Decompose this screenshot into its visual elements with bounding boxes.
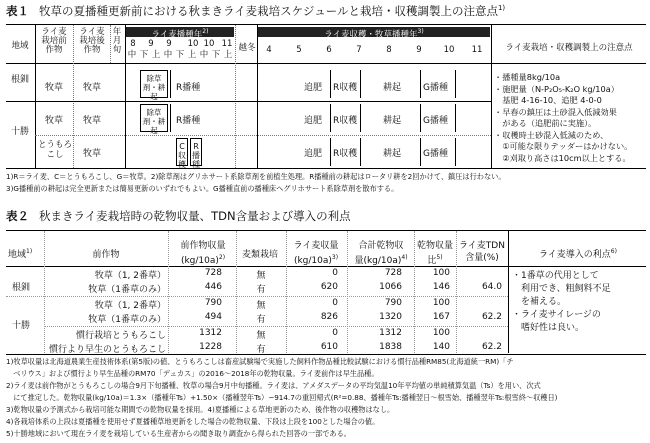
t2-footnote: 4)各栽培体系の上段は夏播種を使用せず夏播種草地更新をした場合の乾物収量、下段は上段を100とした場合の値。: [6, 417, 380, 426]
t2-region-sup: 1): [26, 248, 33, 255]
t2-rye-yield-l2: (kg/10a): [293, 256, 332, 266]
t1-month-sow: 9: [148, 39, 154, 49]
t1-month-sow: 9: [166, 39, 172, 49]
t2-merit: を補える。: [512, 297, 567, 307]
t2-rye-cell: 0: [332, 268, 338, 278]
t1-dekads-sow: [126, 51, 234, 61]
t1-months-harvest: [258, 46, 490, 56]
t2-ratio-sup: 5): [436, 254, 443, 261]
t2-crop-cell: 牧草（1, 2番草）: [94, 271, 166, 281]
t2-footnote: 2)ライ麦は前作物がとうもろこしの場合9月下旬播種、牧草の場合9月中旬播種。ライ麦は、アメダスデータの平均気温10年平均値の単純積算気温（Ts）を用い、次式: [6, 381, 541, 390]
t2-pre-cell: 728: [204, 268, 222, 278]
t1-dekad: 下: [211, 50, 221, 60]
t1-note: ・早春の鎮圧は土砂混入低減効果: [494, 106, 617, 117]
t2-pre-cell: 790: [204, 298, 222, 308]
t1-month-sow: 10: [187, 39, 199, 49]
t2-total-l1: 合計乾物収: [358, 241, 404, 251]
t2-rye-cell: 826: [320, 312, 338, 322]
t2-ratio-header: [414, 240, 456, 267]
t1-dekad: 中: [163, 50, 173, 60]
t1-month-harvest: 11: [471, 45, 483, 55]
t2-weed-cell: 無: [256, 271, 266, 281]
t2-footnote: 1)牧草収量は北海道農業生産技術体系(第5版)の値、とうもろこしは畜産試験場で実施した飼料作物品種比較試験における慣行品種RM85(北海道統一RM)「チ: [6, 357, 514, 366]
t2-footnote: 5)十勝地域において現在ライ麦を栽培している生産者からの聞き取り調査から得られた回答の一部である。: [6, 429, 351, 438]
t2-rye-cell: 0: [332, 298, 338, 308]
t1-row3-sowing: R播種: [190, 138, 202, 166]
table-row: [6, 328, 508, 342]
t1-dekad: 中: [127, 50, 137, 60]
t1-row3-harvest: R収穫: [333, 149, 358, 159]
t2-weed-cell: 無: [256, 301, 266, 311]
t1-preceding-header: [36, 28, 72, 55]
t2-rye-cell: 610: [320, 342, 338, 352]
t2-rye-yield-l1: ライ麦収量: [293, 241, 339, 251]
t1-month-sow: 10: [203, 39, 215, 49]
t2-merit-label: ライ麦導入の利点: [539, 250, 611, 260]
t2-ratio-cell: 146: [432, 282, 450, 292]
t2-crop-cell: 慣行より早生のとうもろこし: [48, 345, 166, 355]
t1-row3-grass-sowing: G播種: [423, 149, 448, 159]
t1-row2-topdress: 追肥: [304, 116, 323, 126]
t1-dekad: 中: [199, 50, 209, 60]
t2-weed-cell: 有: [256, 285, 266, 295]
t1-row1-preceding: 牧草: [44, 83, 63, 93]
t2-merit-header: [510, 247, 646, 260]
t1-row1-topdress: 追肥: [304, 83, 323, 93]
t2-ratio-cell: 140: [432, 342, 450, 352]
t1-rye-sowing-year: [126, 27, 234, 40]
t1-row2-preceding: 牧草: [44, 116, 63, 126]
t1-month-harvest: 7: [356, 45, 362, 55]
t2-footnote: にて推定した。乾物収量(kg/10a)＝1.3×（播種年Ts）+1.50×（播種翌年Ts）−914.7の重回帰式(R²=0.88、播種年Ts:播種翌日～根雪始、播種翌年Ts:根雪終～収穫日): [6, 393, 558, 402]
t1-label-dekad: 旬: [112, 45, 122, 55]
t1-rye-harvest-year: [258, 27, 490, 40]
table1-title: 牧草の夏播種更新前における秋まきライ麦栽培スケジュールと栽培・収穫調製上の注意点: [39, 4, 498, 18]
t1-footnote-1: 1)R＝ライ麦、C＝とうもろこし、G＝牧草。2)除草剤はグリホサート系除草剤を前植生処理。R播種前の耕起はロータリ耕を2回かけて、鎮圧は行わない。: [6, 172, 506, 181]
t1-row2-herbicide: 除草剤・耕起: [140, 104, 168, 132]
t1-row3-following: 牧草: [82, 149, 101, 159]
t1-row2-tillage: 耕起: [383, 116, 402, 126]
t2-tdn-l1: ライ麦TDN: [459, 241, 505, 251]
t1-region-header: 地域: [11, 41, 29, 51]
t2-region-cell: 十勝: [12, 321, 31, 331]
t2-ratio-cell: 100: [432, 328, 450, 338]
t2-pre-yield-l1: 前作物収量: [180, 241, 226, 251]
t1-year-labels: [110, 28, 124, 55]
t1-rye-harvest-year-sup: 3): [417, 28, 424, 35]
t1-note: がある（追肥前に実施）。: [494, 118, 597, 128]
t2-pre-yield-sup: 2): [218, 254, 226, 261]
t1-label-month: 月: [112, 36, 122, 46]
t2-ratio-l2: 比: [427, 256, 437, 266]
table-row: [6, 312, 508, 326]
table2-number: 表２: [6, 209, 29, 223]
t2-merit: 嗜好性は良い。: [512, 323, 585, 333]
t1-rye-sowing-year-label: ライ麦播種年: [151, 29, 203, 40]
t1-months-sow: [126, 40, 234, 50]
t2-crop-cell: 牧草（1番草のみ）: [88, 315, 166, 325]
t1-dekad: 上: [223, 50, 233, 60]
table1-title-sup: 1): [497, 4, 506, 13]
t1-row1-herbicide: 除草剤・耕起: [140, 70, 168, 98]
t1-row3-corn-harvest: C収穫: [176, 138, 188, 166]
t2-crop-header: 前作物: [92, 250, 120, 260]
t1-month-harvest: 10: [443, 45, 455, 55]
t1-region-tokachi: 十勝: [10, 127, 29, 137]
t1-row2-grass-sowing: G播種: [423, 116, 448, 126]
t1-note: ①可能な限りテッダーはかけない。: [494, 141, 633, 151]
t2-total-sup: 4): [401, 254, 408, 261]
t1-note: ・収穫時土砂混入低減のため、: [494, 129, 609, 140]
t2-pre-yield-l2: (kg/10a): [180, 256, 219, 266]
t1-preceding-l3: 作物: [45, 45, 63, 55]
t1-following-l3: 作物: [83, 45, 101, 55]
t2-total-cell: 790: [384, 298, 402, 308]
t2-ratio-cell: 167: [432, 312, 450, 322]
t1-row2-harvest: R収穫: [333, 116, 358, 126]
t2-pre-cell: 494: [204, 312, 222, 322]
t1-month-sow: 11: [221, 39, 233, 49]
t2-tdn-header: [456, 240, 508, 264]
t2-total-l2: 量(kg/10a): [354, 256, 402, 266]
t1-winter-header: 越冬: [238, 43, 256, 53]
table-row: [6, 282, 508, 296]
t2-merits: [512, 270, 646, 335]
t1-following-l1: ライ麦: [79, 27, 105, 37]
t1-row1-tillage: 耕起: [383, 83, 402, 93]
t1-row1-grass-sowing: G播種: [423, 83, 448, 93]
t2-weed-cell: 有: [256, 315, 266, 325]
t1-footnote-2: 3)G播種前の耕起は完全更新または簡易更新のいずれでもよい。G播種直前の播種床へグリホサート系除草剤を散布する。: [6, 184, 399, 193]
t2-region-header: [8, 247, 44, 260]
t1-dekad: 下: [175, 50, 185, 60]
t1-rye-harvest-year-label: ライ麦収穫・牧草播種年: [324, 29, 418, 40]
t2-crop-cell: 牧草（1, 2番草）: [94, 301, 166, 311]
t1-dekad: 上: [151, 50, 161, 60]
t2-ratio-cell: 100: [432, 268, 450, 278]
t2-merit-sup: 6): [610, 248, 617, 255]
t2-tdn-cell: 64.0: [481, 282, 502, 292]
t2-total-cell: 728: [384, 268, 402, 278]
t2-tdn-l2: 含量(%): [465, 253, 499, 263]
t1-dekad: 下: [139, 50, 149, 60]
t2-total-cell: 1320: [379, 312, 402, 322]
t1-row2-following: 牧草: [82, 116, 101, 126]
t1-note: 基肥 4-16-10、追肥 4-0-0: [494, 95, 602, 105]
t1-label-year: 年: [112, 27, 122, 37]
t2-total-cell: 1066: [379, 282, 402, 292]
t2-region-cell: 根釧: [12, 283, 31, 293]
t1-month-harvest: 8: [386, 45, 392, 55]
table2-title: 秋まきライ麦栽培時の乾物収量、TDN含量および導入の利点: [39, 209, 351, 223]
t2-tdn-cell: 62.2: [481, 342, 502, 352]
t2-pre-yield-header: [170, 240, 236, 267]
t2-pre-cell: 446: [204, 282, 222, 292]
t2-crop-cell: 牧草（1番草のみ）: [88, 285, 166, 295]
t1-notes-header: ライ麦栽培・収穫調製上の注意点: [505, 43, 633, 53]
t1-region-konsen: 根釧: [10, 75, 29, 85]
t1-following-l2: 栽培後: [79, 36, 105, 46]
t2-total-cell: 1838: [379, 342, 402, 352]
table1-number: 表１: [6, 4, 29, 18]
t2-weed-cell: 無: [256, 331, 266, 341]
t2-weed-header: 麦類栽培: [241, 250, 278, 260]
t2-merit: 利用でき、粗飼料不足: [512, 284, 611, 294]
t1-month-harvest: 9: [416, 45, 422, 55]
t2-total-header: [348, 240, 414, 267]
t2-rye-cell: 0: [332, 328, 338, 338]
t2-pre-cell: 1228: [199, 342, 222, 352]
t1-row1-following: 牧草: [82, 83, 101, 93]
t1-note: ・施肥量（N-P₂O₅-K₂O kg/10a）: [494, 83, 619, 94]
table1-caption: [6, 3, 505, 19]
t2-crop-cell: 慣行栽培とうもろこし: [75, 331, 166, 341]
t1-row1-sowing: R播種: [176, 83, 201, 93]
t1-row1-harvest: R収穫: [333, 83, 358, 93]
t2-region-label: 地域: [8, 250, 27, 260]
t2-rye-yield-sup: 3): [331, 254, 339, 261]
t2-tdn-cell: 62.2: [481, 312, 502, 322]
t2-merit: ・ライ麦サイレージの: [512, 310, 601, 320]
table2-caption: [6, 208, 351, 224]
t2-weed-cell: 有: [256, 345, 266, 355]
t1-note: ②刈取り高さは10cm以上とする。: [494, 152, 631, 163]
t1-month-harvest: 4: [266, 45, 272, 55]
t1-row2-sowing: R播種: [176, 116, 201, 126]
t1-month-harvest: 6: [326, 45, 332, 55]
t2-footnote: ベリウス」および慣行より早生品種のRM70「デュカス」の2016～2018年の乾物収量。ライ麦前作は早生品種。: [6, 369, 379, 378]
t1-dekad: 上: [187, 50, 197, 60]
t1-month-harvest: 5: [296, 45, 302, 55]
t1-row3-tillage: 耕起: [383, 149, 402, 159]
t2-rye-cell: 620: [320, 282, 338, 292]
t1-rye-sowing-year-sup: 2): [202, 28, 209, 35]
t1-month-sow: 8: [130, 39, 136, 49]
t1-note: ・播種量8kg/10a: [494, 72, 561, 82]
t1-notes: [494, 72, 646, 164]
t2-total-cell: 1312: [379, 328, 402, 338]
t1-preceding-l1: ライ麦: [41, 27, 67, 37]
t2-ratio-l1: 乾物収量: [416, 241, 453, 251]
t1-row3-topdress: 追肥: [304, 149, 323, 159]
t2-ratio-cell: 100: [432, 298, 450, 308]
t1-following-header: [74, 28, 110, 55]
t2-merit: ・1番草の代用として: [512, 271, 599, 281]
t2-footnote: 3)乾物収量の予測式から栽培可能な期間での乾物収量を採用。4)夏播種による草地更新のため、後作物の収穫物はなし。: [6, 405, 395, 414]
t1-row3-preceding: とうもろこし: [38, 140, 73, 160]
t1-preceding-l2: 栽培前: [41, 36, 67, 46]
t2-rye-yield-header: [286, 240, 346, 267]
t2-pre-cell: 1312: [199, 328, 222, 338]
